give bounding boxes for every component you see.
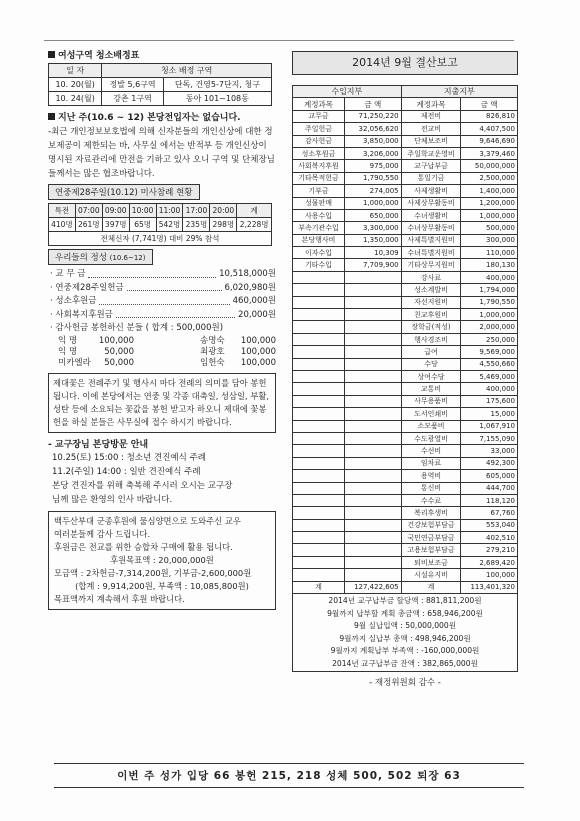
table-row: 본당행사비 1,350,000 사제특별지원비 300,000 xyxy=(293,234,518,246)
list-item: · 사회복지후원금 20,000원 xyxy=(50,309,276,320)
table-row: 고용보험부담금 279,210 xyxy=(293,544,518,556)
table-row: 10. 24(월) 강촌 1구역 동아 101~108동 xyxy=(49,92,272,106)
finance-summary: 2014년 교구납부금 할당액 : 881,811,200원 9월까지 납부할 계획 총금액 : 658,946,200원 9월 실납입액 : 50,000,000원 9월까지 실납부 총액 : 498,946,200원 9월까지 계획납부 부족액 : -160,000,000원 2014년 교구납부금 잔액 : 382,865,000원 xyxy=(292,594,518,672)
cleaning-header-date: 일 자 xyxy=(49,64,102,78)
offerings-title: 우리들의 정성 (10.6~12) xyxy=(48,249,153,265)
table-row: 상여수당 5,469,000 xyxy=(293,370,518,382)
newcomer-body: -최근 개인정보보호법에 의해 신자분들의 개인신상에 대한 정보제공이 제한되는 바, 사무실 에서는 반적부 등 개인신상이 명시된 자료관리에 만전을 기하고 있사 오니 구역 및 단체장님들께서는 많은 협조바랍니다. xyxy=(48,127,275,179)
flowers-note: 제대꽃은 전례주기 및 행사시 마다 전례의 의미를 담아 봉헌 됩니다. 이에 본당에서는 연중 및 각종 대축일, 성삼일, 부활, 성탄 등에 소요되는 꽃값을 봉헌 받고자 하오니 제대에 꽃봉헌을 하실 분들은 사무실에 접수 하시기 바랍니다. xyxy=(48,373,276,433)
table-row: 임차료 492,300 xyxy=(293,457,518,469)
table-row: 퇴비보조금 2,689,420 xyxy=(293,556,518,568)
table-row: 기타목적헌금 1,790,550 통일기금 2,500,000 xyxy=(293,172,518,184)
table-row: 교무금 71,250,220 제전비 826,810 xyxy=(293,110,518,122)
table-row: 교통비 400,000 xyxy=(293,383,518,395)
table-row: 용역비 605,000 xyxy=(293,470,518,482)
total-label: 계 xyxy=(293,581,345,593)
table-row: 10. 20(월) 정발 5,6구역 단독, 건영5-7단지, 청구 xyxy=(49,78,272,92)
table-row: 사무용품비 175,600 xyxy=(293,395,518,407)
list-item: · 성소후원금 460,000원 xyxy=(50,296,276,306)
table-row: 기타수입 7,709,900 기타상무지원비 180,130 xyxy=(293,259,518,271)
cleaning-table xyxy=(48,63,272,106)
table-row: 강사료 400,000 xyxy=(293,271,518,283)
table-row xyxy=(293,581,518,593)
table-row: 수수료 118,120 xyxy=(293,494,518,506)
table-row: 통신비 444,700 xyxy=(293,482,518,494)
table-row: 성소계발비 1,794,000 xyxy=(293,284,518,296)
attendance-total: 전체신자 (7,741명) 대비 29% 참석 xyxy=(49,232,272,246)
table-row: 특전 07:00 09:00 10:00 11:00 17:00 20:00 계 xyxy=(49,204,272,218)
offerings-list xyxy=(48,268,276,369)
finance-report xyxy=(292,51,518,688)
table-row: 410명 261명 397명 65명 542명 235명 298명 2,228명 xyxy=(49,218,272,232)
square-bullet-icon xyxy=(48,113,55,120)
donor-list: 익 명 100,000 송명숙 100,000 익 명 50,000 최광호 100,000 미카엘라 50,000 임헌숙 100,000 xyxy=(58,335,276,368)
attendance-title: 연중제28주일(10.12) 미사참례 현황 xyxy=(48,184,200,200)
table-row: 도서인쇄비 15,000 xyxy=(293,408,518,420)
cleaning-section-title: 여성구역 청소배정표 xyxy=(48,48,276,61)
attendance-table xyxy=(48,203,272,246)
table-row: 수도광열비 7,155,090 xyxy=(293,432,518,444)
table-row: 장학금(적성) 2,000,000 xyxy=(293,321,518,333)
table-row: 부속기관수입 3,300,000 수녀상무활동비 500,000 xyxy=(293,222,518,234)
square-bullet-icon xyxy=(48,51,55,58)
table-row: 사회복지후원 975,000 교구납부금 50,000,000 xyxy=(293,160,518,172)
table-row xyxy=(49,232,272,246)
table-row: 급여 9,569,000 xyxy=(293,346,518,358)
expense-total: 113,401,320 xyxy=(461,581,518,593)
finance-table xyxy=(292,85,518,594)
table-row: 사용수입 650,000 수녀생활비 1,000,000 xyxy=(293,209,518,221)
table-row: 이자수입 10,309 수녀특별지원비 110,000 xyxy=(293,247,518,259)
hymn-footer: 이번 주 성가 입당 66 봉헌 215, 218 성체 500, 502 퇴장 63 xyxy=(54,763,524,788)
visit-body: 10.25(토) 15:00 : 청소년 견진예식 주례 11.2(주일) 14:00 : 일반 견진예식 주례 본당 견진자를 위해 축복해 주시러 오시는 교구장 님께 많은 환영의 인사 바랍니다. xyxy=(52,452,233,505)
list-item: · 연중제28주일헌금 6,020,980원 xyxy=(50,282,276,293)
total-label: 계 xyxy=(401,581,461,593)
auditor-note: - 재정위원회 감수 - xyxy=(369,678,441,689)
thanks-title: · 감사헌금 봉헌하신 분들 ( 합계 : 500,000원) xyxy=(50,323,224,333)
table-row: 시설유지비 100,000 xyxy=(293,569,518,581)
table-row: 계정과목 금 액 계정과목 금 액 xyxy=(293,98,518,110)
table-row: 자선지원비 1,790,550 xyxy=(293,296,518,308)
visit-title: - 교구장님 본당방문 안내 xyxy=(48,439,149,450)
newcomer-title: 지난 주(10.6 ~ 12) 본당전입자는 없습니다. xyxy=(48,110,276,123)
top-divider xyxy=(44,40,514,41)
table-row: 수선비 33,000 xyxy=(293,445,518,457)
support-box: 백두산부대 군종후원에 물심양면으로 도와주신 교우 여러분들께 감사 드립니다. 후원금은 전교를 위한 승합차 구매에 활용 됩니다. 후원목표액 : 20,000,000원 모금액 : 2차헌금-7,314,200원, 기부금-2,600,000원 (합계 : 9,914,200원, 부족액 : 10,085,800원) 목표액까지 계속해서 후원 바랍니다. xyxy=(48,511,276,610)
table-row: 주일헌금 32,056,620 전교비 4,407,500 xyxy=(293,123,518,135)
table-row: 복리후생비 67,760 xyxy=(293,507,518,519)
table-row: 행사경조비 250,000 xyxy=(293,333,518,345)
table-row: 소모품비 1,067,910 xyxy=(293,420,518,432)
table-row: 성물판매 1,000,000 사제상무활동비 1,200,000 xyxy=(293,197,518,209)
table-row: 감사헌금 3,850,000 단체보조비 9,646,690 xyxy=(293,135,518,147)
cleaning-header-area: 청소 배정 구역 xyxy=(102,64,272,78)
table-row: 수당 4,550,660 xyxy=(293,358,518,370)
income-total: 127,422,605 xyxy=(345,581,402,593)
finance-title: 2014년 9월 결산보고 xyxy=(292,51,518,75)
table-row: 친교후원비 1,000,000 xyxy=(293,309,518,321)
table-row: 건강보험부담금 553,040 xyxy=(293,519,518,531)
left-column xyxy=(48,46,276,610)
list-item: · 교 무 금 10,518,000원 xyxy=(50,269,276,279)
table-row: 국민연금부담금 402,510 xyxy=(293,532,518,544)
table-row: 기부금 274,005 사제생활비 1,400,000 xyxy=(293,185,518,197)
table-row: 수입지부 지출지부 xyxy=(293,86,518,98)
table-row: 성소후원금 3,206,000 주일학교운영비 3,379,460 xyxy=(293,147,518,159)
